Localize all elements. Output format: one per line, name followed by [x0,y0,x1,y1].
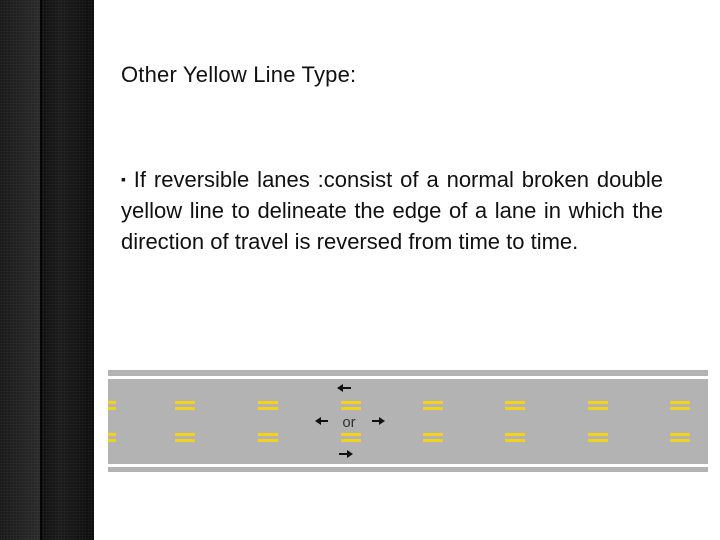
bullet-paragraph [121,164,663,257]
road-svg [108,370,708,472]
square-bullet-icon: ▪ [121,171,128,187]
bullet-text: If reversible lanes :consist of a normal broken double yellow line to delineate the edge of a lane in which the direction of travel is reversed from time to time. [121,167,663,254]
side-texture-panel [0,0,94,540]
or-label: or [342,414,356,431]
bottom-edge-line [108,464,708,467]
reversible-lane-diagram [108,370,708,472]
road-surface [108,370,708,472]
slide-title: Other Yellow Line Type: [121,62,357,87]
top-edge-line [108,376,708,379]
side-divider [40,0,42,540]
